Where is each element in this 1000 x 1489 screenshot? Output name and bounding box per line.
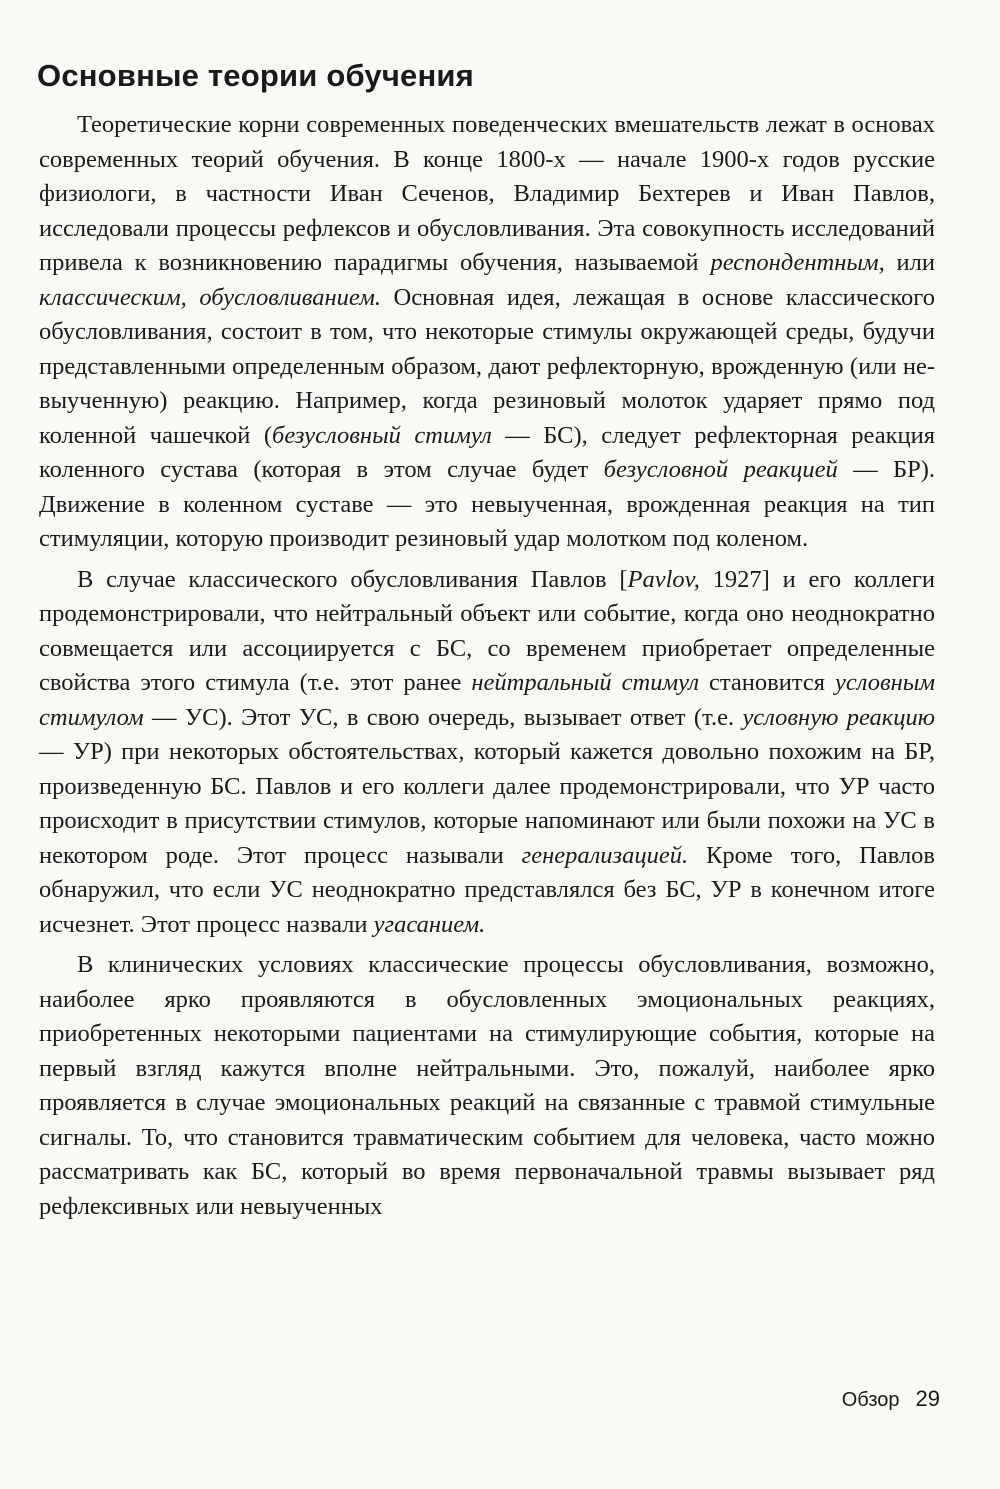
text-run: В случае классического обусловливания Павлов [	[77, 565, 628, 593]
running-footer-title: Обзор	[841, 1389, 900, 1411]
text-run: Основная идея, лежащая в основе классического обусловливания, состоит в том, что некоторые стимулы окружающей среды, будучи представленными определенным образом, дают рефлекторную, врожденную (или невыученную) реакцию. Например, когда резиновый молоток ударяет прямо под коленной чашечкой (	[39, 283, 935, 449]
italic-term: безусловной реакцией	[603, 456, 838, 483]
text-run: Теоретические корни современных поведенческих вмешательств лежат в основах современных теорий обучения. В конце 1800-х — начале 1900-х годов русские физиологи, в частности Иван Сеченов, Владимир Бехтерев и Иван Павлов, исследовали процессы рефлексов и обусловливания. Эта совокупность исследований привела к возникновению парадигмы обучения, называемой	[39, 111, 935, 276]
italic-term: Pavlov,	[627, 565, 700, 593]
paragraph	[39, 563, 935, 943]
text-run: — БР). Движение в коленном суставе — это невыученная, врожденная реакция на тип стимуляции, которую производит резиновый удар молотком под коленом.	[39, 456, 935, 552]
italic-term: условную реакцию	[742, 703, 935, 731]
italic-term: условным стимулом	[39, 669, 936, 731]
page-number: 29	[915, 1386, 940, 1411]
text-run: Кроме того, Павлов обнаружил, что если УС неоднократно представлялся без БС, УР в конечном итоге исчезнет. Этот процесс назвали	[39, 841, 935, 938]
text-run: становится	[699, 669, 836, 696]
italic-term: генерализацией.	[521, 841, 689, 869]
page-footer	[790, 1386, 940, 1412]
text-run: 1927] и его коллеги продемонстрировали, что нейтральный объект или событие, когда оно неоднократно совмещается или ассоциируется с БС, со временем приобретает определенные свойства этого стимула (т.е. этот ранее	[39, 565, 935, 696]
text-run: — УС). Этот УС, в свою очередь, вызывает ответ (т.е.	[143, 703, 743, 731]
body-text	[39, 108, 935, 1224]
italic-term: респондентным,	[710, 249, 885, 276]
italic-term: нейтральный стимул	[471, 669, 700, 696]
paragraph	[39, 948, 935, 1224]
italic-term: угасанием.	[373, 910, 486, 938]
italic-term: классическим, обусловливанием.	[39, 283, 381, 311]
section-heading: Основные теории обучения	[37, 58, 474, 93]
italic-term: безусловный стимул	[272, 421, 492, 449]
text-run: — УР) при некоторых обстоятельствах, который кажется довольно похожим на БР, произведенную БС. Павлов и его коллеги далее продемонстрировали, что УР часто происходит в присутствии стимулов, которые напоминают или были похожи на УС в некотором роде. Этот процесс называли	[39, 738, 935, 869]
text-run: В клинических условиях классические процессы обусловливания, возможно, наиболее ярко проявляются в обусловленных эмоциональных реакциях, приобретенных некоторыми пациентами на стимулирующие события, которые на первый взгляд кажутся вполне нейтральными. Это, пожалуй, наиболее ярко проявляется в случае эмоциональных реакций на связанные с травмой стимульные сигналы. То, что становится травматическим событием для человека, часто можно рассматривать как БС, который во время первоначальной травмы вызывает ряд рефлексивных или невыученных	[39, 951, 935, 1220]
text-run: или	[884, 249, 936, 276]
paragraph	[39, 108, 935, 557]
text-run: — БС), следует рефлекторная реакция коленного сустава (которая в этом случае будет	[39, 421, 935, 483]
